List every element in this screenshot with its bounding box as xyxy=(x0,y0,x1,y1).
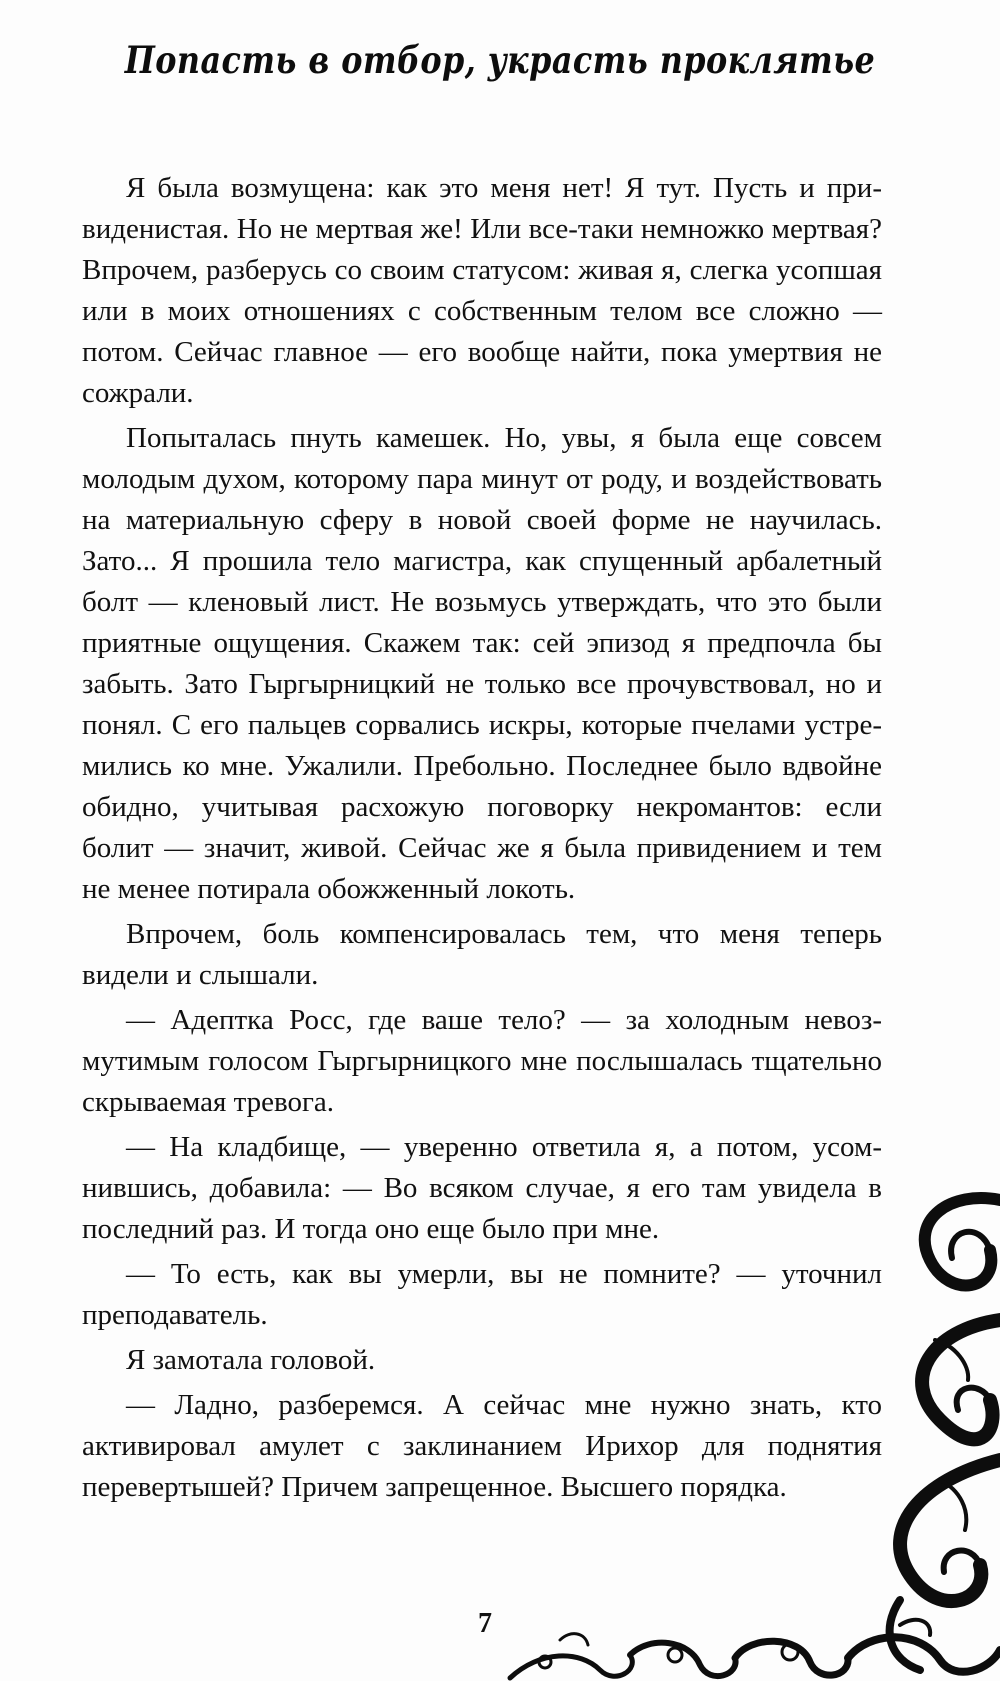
paragraph-5: — На кладбище, — уверенно ответила я, а потом, усомнившись, добавила: — Во всяком случае, я его там увидела в последний раз. И тогда оно еще было при мне. xyxy=(82,1131,882,1245)
paragraph-2: Попыталась пнуть камешек. Но, увы, я была еще совсем молодым духом, которому пара минут от роду, и воздействовать на материальную сферу в новой своей форме не научилась. Зато... Я прошила тело магистра, как спущенный арбалетный болт — кленовый лист. Не возьмусь утверждать, что это были приятные ощущения. Скажем так: сей эпизод я предпочла бы забыть. Зато Гыргырницкий не только все прочувствовал, но и понял. С его пальцев сорвались искры, которые пчелами устремились ко мне. Ужалили. Пребольно. Последнее было вдвойне обидно, учитывая расхожую поговорку некромантов: если болит — значит, живой. Сейчас же я была привидением и тем не менее потирала обожженный локоть. xyxy=(82,422,882,905)
paragraph-1: Я была возмущена: как это меня нет! Я тут. Пусть и привиденистая. Но не мертвая же! Или все-таки немножко мертвая? Впрочем, разберусь со своим статусом: живая я, слегка усопшая или в моих отношениях с собственным телом все сложно — потом. Сейчас главное — его вообще найти, пока умертвия не сожрали. xyxy=(82,172,882,409)
paragraph-8: — Ладно, разберемся. А сейчас мне нужно знать, кто активировал амулет с заклинанием Ирихор для поднятия перевертышей? Причем запрещенное. Высшего порядка. xyxy=(82,1389,882,1503)
paragraph-6: — То есть, как вы умерли, вы не помните? — уточнил преподаватель. xyxy=(82,1258,882,1331)
running-head-title: Попасть в отбор, украсть проклятье xyxy=(124,38,876,82)
page-number: 7 xyxy=(478,1608,492,1639)
paragraph-3: Впрочем, боль компенсировалась тем, что меня теперь видели и слышали. xyxy=(82,918,882,991)
paragraph-7: Я замотала головой. xyxy=(126,1344,376,1376)
paragraph-4: — Адептка Росс, где ваше тело? — за холодным невозмутимым голосом Гыргырницкого мне послышалась тщательно скрываемая тревога. xyxy=(82,1004,882,1118)
bottom-vine-ornament xyxy=(500,1600,1000,1681)
body-text xyxy=(82,168,882,1512)
